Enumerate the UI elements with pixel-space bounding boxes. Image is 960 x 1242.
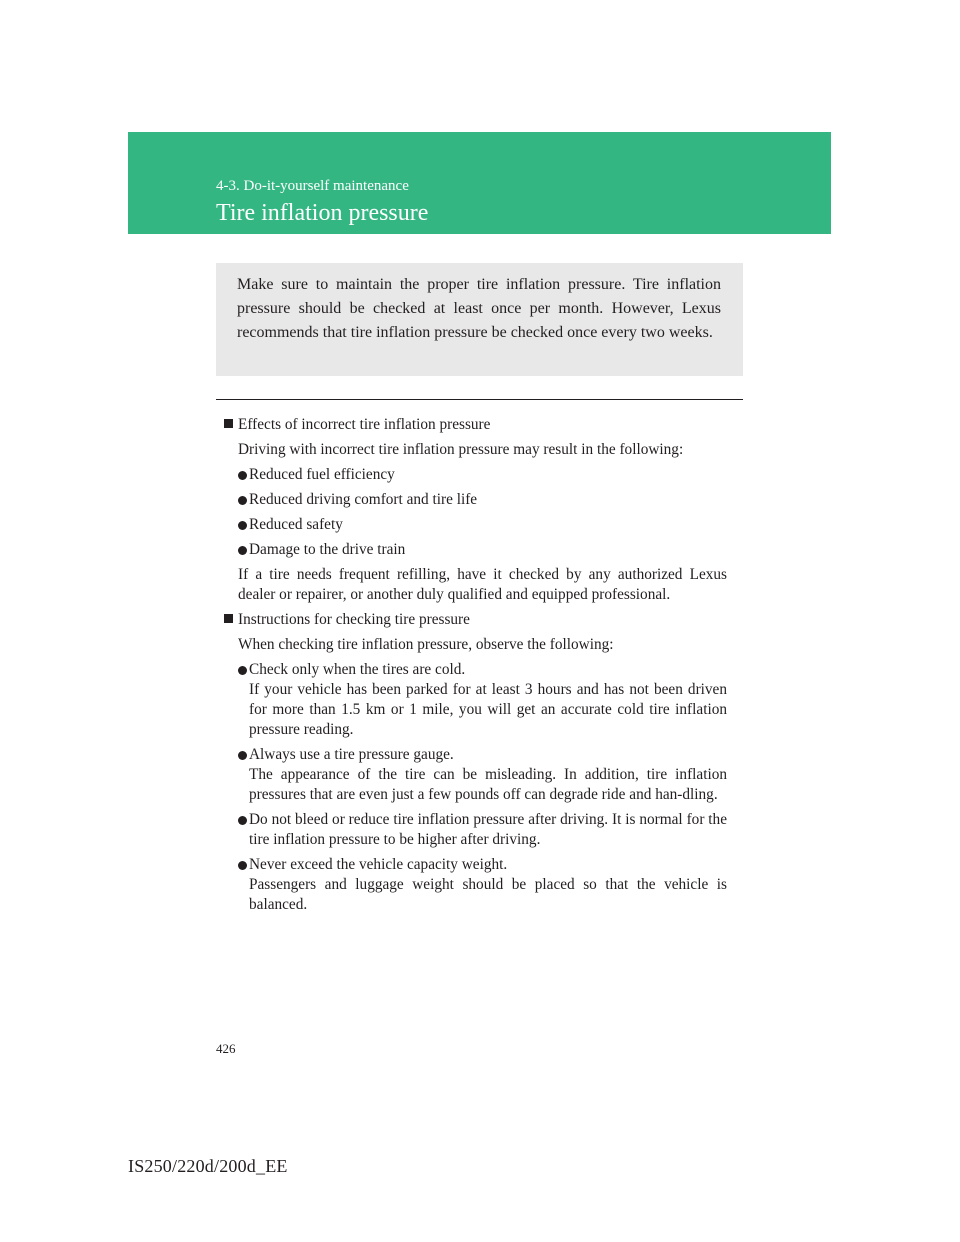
intro-box [216, 263, 743, 376]
bullet-icon [238, 546, 247, 555]
section-heading: Instructions for checking tire pressure [224, 610, 727, 630]
model-code: IS250/220d/200d_EE [128, 1156, 288, 1176]
square-bullet-icon [224, 419, 233, 428]
list-item: Do not bleed or reduce tire inflation pressure after driving. It is normal for the tire inflation pressure to be higher after driving. [224, 810, 727, 850]
page-title: Tire inflation pressure [216, 200, 429, 226]
section-lead: Driving with incorrect tire inflation pressure may result in the following: [238, 441, 684, 458]
list-item: Reduced fuel efficiency [224, 465, 727, 485]
list-item: Always use a tire pressure gauge. The appearance of the tire can be misleading. In addition, tire inflation pressures that are even just a few pounds off can degrade ride and han-dling. [224, 745, 727, 805]
list-item: Reduced safety [224, 515, 727, 535]
bullet-icon [238, 861, 247, 870]
bullet-icon [238, 666, 247, 675]
list-item: Check only when the tires are cold. If your vehicle has been parked for at least 3 hours and has not been driven for more than 1.5 km or 1 mile, you will get an accurate cold tire inflation pressure reading. [224, 660, 727, 740]
bullet-icon [238, 471, 247, 480]
section-note: If a tire needs frequent refilling, have it checked by any authorized Lexus dealer or repairer, or another duly qualified and equipped professional. [238, 566, 727, 603]
bullet-icon [238, 751, 247, 760]
section-label: 4-3. Do-it-yourself maintenance [216, 178, 409, 194]
intro-text: Make sure to maintain the proper tire inflation pressure. Tire inflation pressure should be checked at least once per month. However, Lexus recommends that tire inflation pressure be checked once every two weeks. [237, 276, 721, 341]
content [224, 415, 727, 915]
bullet-icon [238, 816, 247, 825]
square-bullet-icon [224, 614, 233, 623]
bullet-icon [238, 521, 247, 530]
section-heading: Effects of incorrect tire inflation pressure [224, 415, 727, 435]
page-number: 426 [216, 1041, 236, 1056]
bullet-icon [238, 496, 247, 505]
section-lead: When checking tire inflation pressure, observe the following: [238, 636, 614, 653]
divider [216, 399, 743, 400]
list-item: Reduced driving comfort and tire life [224, 490, 727, 510]
list-item: Damage to the drive train [224, 540, 727, 560]
list-item: Never exceed the vehicle capacity weight. Passengers and luggage weight should be placed so that the vehicle is balanced. [224, 855, 727, 915]
